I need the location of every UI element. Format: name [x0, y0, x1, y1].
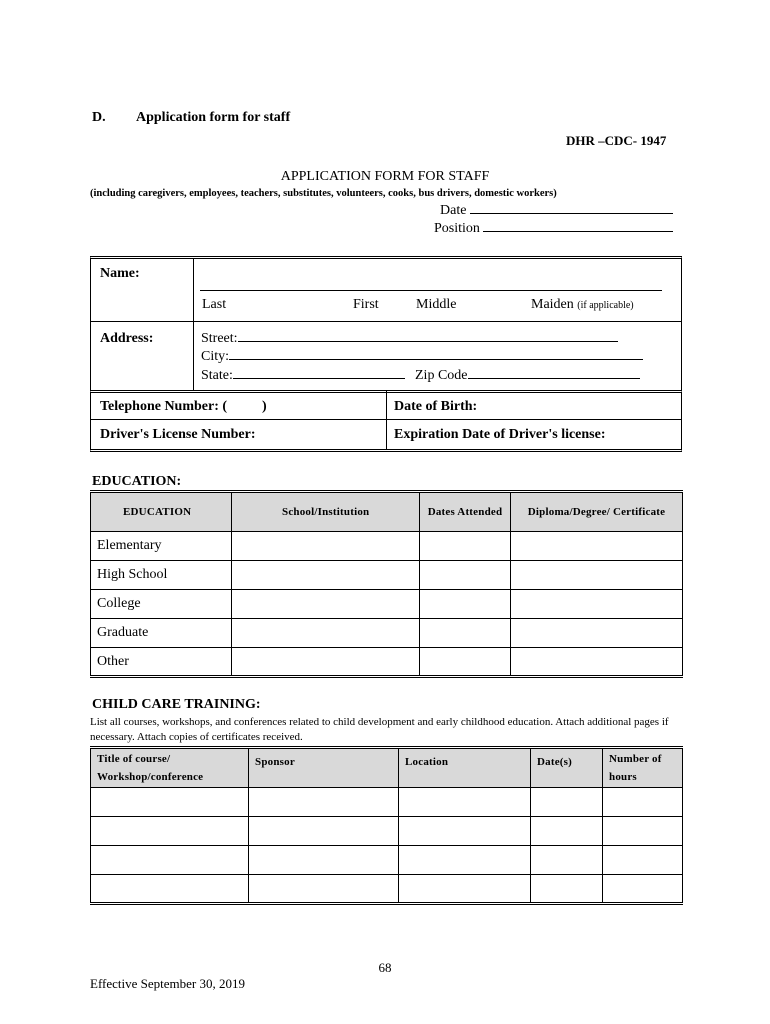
position-label: Position: [434, 221, 480, 236]
train-title-cell[interactable]: [91, 875, 249, 904]
edu-col-education: EDUCATION: [91, 492, 232, 532]
edu-school-cell[interactable]: [232, 561, 420, 590]
edu-dates-cell[interactable]: [420, 590, 511, 619]
form-subtitle: (including caregivers, employees, teachers, substitutes, volunteers, cooks, bus drivers, domestic workers): [90, 188, 557, 199]
edu-row-label: High School: [91, 561, 232, 590]
page-number: 68: [378, 960, 392, 975]
train-col-location: Location: [399, 748, 531, 788]
position-line: [483, 231, 673, 232]
license-label[interactable]: Driver's License Number:: [100, 427, 256, 442]
zip-label: Zip Code: [415, 368, 468, 383]
address-divider: [193, 321, 194, 391]
edu-diploma-cell[interactable]: [511, 561, 683, 590]
edu-col-dates: Dates Attended: [420, 492, 511, 532]
edu-row-label: College: [91, 590, 232, 619]
train-hours-cell[interactable]: [603, 817, 683, 846]
edu-row-label: Graduate: [91, 619, 232, 648]
city-line: [229, 359, 643, 360]
edu-diploma-cell[interactable]: [511, 648, 683, 677]
effective-date: Effective September 30, 2019: [90, 976, 245, 991]
train-hours-cell[interactable]: [603, 788, 683, 817]
edu-row-label: Elementary: [91, 532, 232, 561]
date-line: [470, 213, 673, 214]
name-last: Last: [202, 297, 227, 312]
train-dates-cell[interactable]: [531, 875, 603, 904]
train-dates-cell[interactable]: [531, 817, 603, 846]
train-title-cell[interactable]: [91, 817, 249, 846]
state-line: [233, 378, 405, 379]
edu-row-label: Other: [91, 648, 232, 677]
section-title: Application form for staff: [136, 110, 291, 125]
train-sponsor-cell[interactable]: [249, 817, 399, 846]
date-label: Date: [440, 203, 467, 218]
train-hours-cell[interactable]: [603, 846, 683, 875]
address-label: Address:: [100, 331, 154, 346]
edu-dates-cell[interactable]: [420, 561, 511, 590]
name-maiden-note: (if applicable): [577, 300, 634, 311]
dob-label[interactable]: Date of Birth:: [394, 399, 478, 414]
date-field[interactable]: [440, 203, 673, 219]
state-label: State:: [201, 368, 233, 383]
license-exp-label[interactable]: Expiration Date of Driver's license:: [394, 427, 606, 442]
street-field[interactable]: [201, 331, 618, 347]
train-sponsor-cell[interactable]: [249, 875, 399, 904]
training-heading: CHILD CARE TRAINING:: [92, 697, 261, 712]
state-field[interactable]: [201, 368, 405, 384]
street-line: [238, 341, 618, 342]
edu-diploma-cell[interactable]: [511, 619, 683, 648]
edu-school-cell[interactable]: [232, 532, 420, 561]
training-row: [91, 846, 683, 875]
train-col-title: Title of course/ Workshop/conference: [91, 748, 249, 788]
zip-field[interactable]: [415, 368, 640, 384]
edu-col-school: School/Institution: [232, 492, 420, 532]
training-row: [91, 817, 683, 846]
training-table: [90, 746, 683, 905]
position-field[interactable]: [434, 221, 673, 237]
train-sponsor-cell[interactable]: [249, 788, 399, 817]
section-letter: D.: [92, 110, 106, 125]
street-label: Street:: [201, 331, 238, 346]
train-hours-cell[interactable]: [603, 875, 683, 904]
train-col-hours: Number of hours: [603, 748, 683, 788]
name-label: Name:: [100, 266, 140, 281]
edu-diploma-cell[interactable]: [511, 590, 683, 619]
city-label: City:: [201, 349, 230, 364]
edu-school-cell[interactable]: [232, 619, 420, 648]
form-title: APPLICATION FORM FOR STAFF: [280, 169, 490, 184]
edu-dates-cell[interactable]: [420, 532, 511, 561]
train-col-dates: Date(s): [531, 748, 603, 788]
train-title-cell[interactable]: [91, 788, 249, 817]
train-title-cell[interactable]: [91, 846, 249, 875]
form-code: DHR –CDC- 1947: [566, 133, 667, 148]
telephone-label[interactable]: Telephone Number: ( ): [100, 399, 267, 414]
edu-col-diploma: Diploma/Degree/ Certificate: [511, 492, 683, 532]
name-maiden: [531, 297, 634, 313]
edu-school-cell[interactable]: [232, 648, 420, 677]
name-divider: [193, 258, 194, 322]
training-row: [91, 875, 683, 904]
name-maiden-label: Maiden: [531, 297, 574, 312]
edu-school-cell[interactable]: [232, 590, 420, 619]
education-table: [90, 490, 683, 678]
train-location-cell[interactable]: [399, 817, 531, 846]
education-heading: EDUCATION:: [92, 474, 182, 489]
train-sponsor-cell[interactable]: [249, 846, 399, 875]
training-row: [91, 788, 683, 817]
training-instructions: List all courses, workshops, and conferences related to child development and early childhood education. Attach additional pages if necessary. Attach copies of certificates received.: [90, 716, 669, 743]
name-first: First: [353, 297, 379, 312]
train-location-cell[interactable]: [399, 846, 531, 875]
edu-dates-cell[interactable]: [420, 619, 511, 648]
name-input-line[interactable]: [200, 290, 662, 291]
train-location-cell[interactable]: [399, 788, 531, 817]
edu-dates-cell[interactable]: [420, 648, 511, 677]
train-dates-cell[interactable]: [531, 788, 603, 817]
city-field[interactable]: [201, 349, 643, 365]
zip-line: [468, 378, 640, 379]
train-dates-cell[interactable]: [531, 846, 603, 875]
name-middle: Middle: [416, 297, 457, 312]
edu-diploma-cell[interactable]: [511, 532, 683, 561]
train-location-cell[interactable]: [399, 875, 531, 904]
train-col-sponsor: Sponsor: [249, 748, 399, 788]
